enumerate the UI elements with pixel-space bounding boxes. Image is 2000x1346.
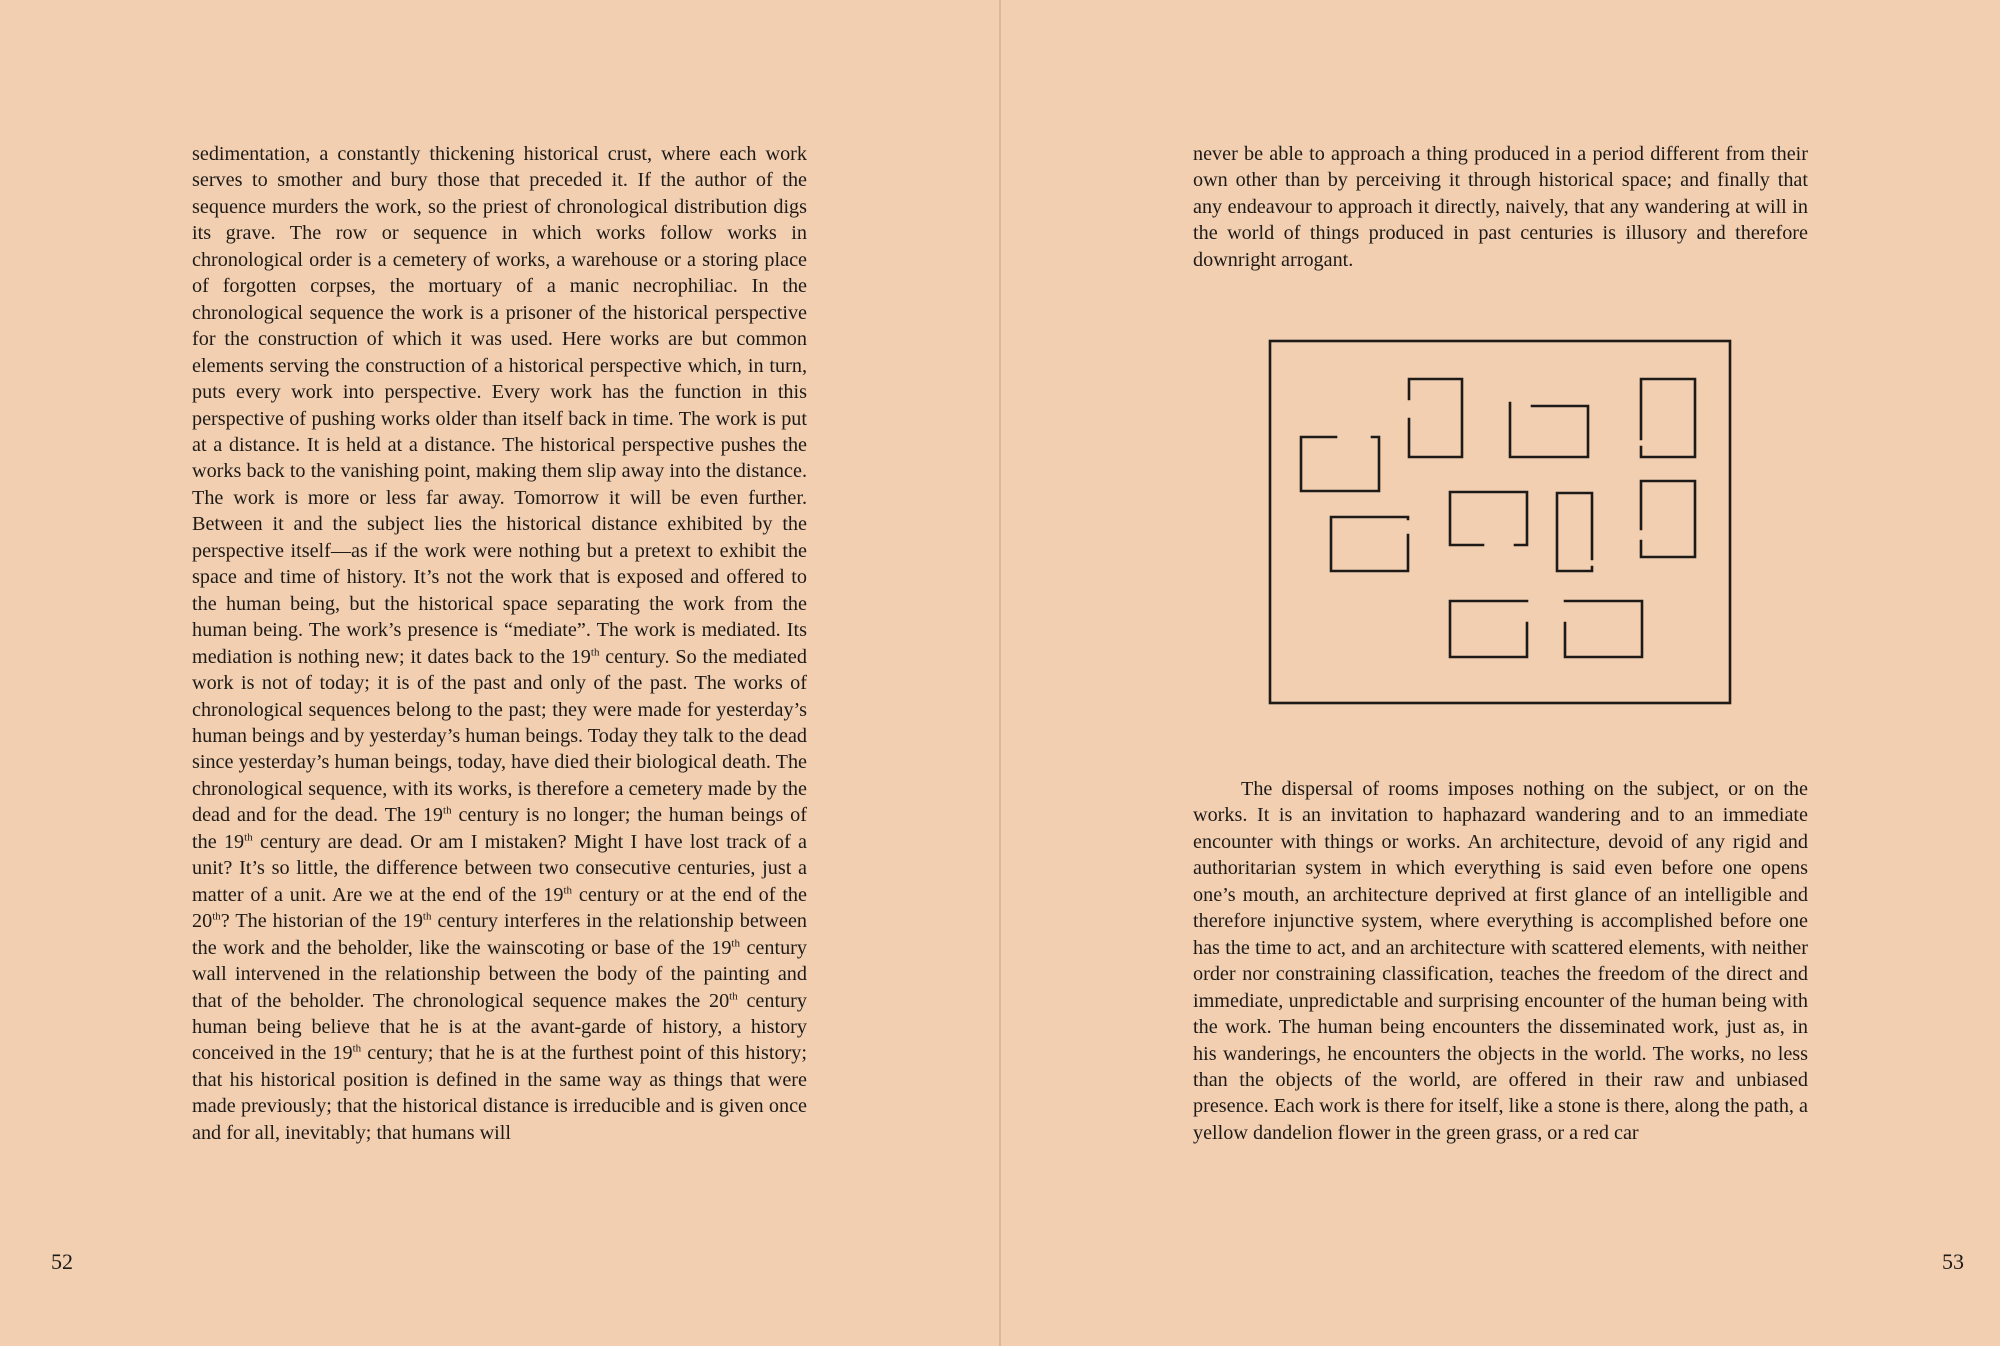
left-page-body	[192, 141, 807, 1146]
right-page-top-paragraph: never be able to approach a thing produced in a period different from their own other than by perceiving it through historical space; and finally that any endeavour to approach it directly, naively, that any wandering at will in the world of things produced in past centuries is illusory and therefore downright arrogant.	[1193, 143, 1808, 271]
page-number-left: 52	[51, 1249, 73, 1274]
plan-room	[1301, 437, 1379, 491]
plan-room	[1331, 517, 1408, 571]
plan-room	[1641, 379, 1695, 457]
plan-room	[1409, 379, 1462, 457]
left-page	[0, 0, 999, 1346]
plan-outer-wall	[1270, 341, 1730, 703]
right-page	[1001, 0, 2000, 1346]
plan-room	[1641, 481, 1695, 557]
plan-room	[1557, 493, 1592, 571]
plan-room	[1450, 492, 1527, 545]
plan-room	[1450, 601, 1527, 657]
plan-room	[1565, 601, 1642, 657]
dispersed-rooms-plan	[1268, 339, 1732, 705]
right-page-bottom-text	[1193, 776, 1808, 1146]
left-page-paragraph: sedimentation, a constantly thickening historical crust, where each work serves to smother and bury those that preceded it. If the author of the sequence murders the work, so the priest of chronological distribution digs its grave. The row or sequence in which works follow works in chronological order is a cemetery of works, a warehouse or a storing place of forgotten corpses, the mortuary of a manic necrophiliac. In the chronological sequence the work is a prisoner of the historical perspective for the construction of which it was used. Here works are but common elements serving the construction of a historical perspective which, in turn, puts every work into perspective. Every work has the function in this perspective of pushing works older than itself back in time. The work is put at a distance. It is held at a distance. The historical perspective pushes the works back to the vanishing point, making them slip away into the distance. The work is more or less far away. Tomorrow it will be even further. Between it and the subject lies the historical distance exhibited by the perspective itself—as if the work were nothing but a pretext to exhibit the space and time of history. It’s not the work that is exposed and offered to the human being, but the historical space separating the work from the human being. The work’s presence is “mediate”. The work is mediated. Its mediation is nothing new; it dates back to the 19th century. So the mediated work is not of today; it is of the past and only of the past. The works of chronological sequences belong to the past; they were made for yesterday’s human beings and by yesterday’s human beings. Today they talk to the dead since yesterday’s human beings, today, have died their biological death. The chronological sequence, with its works, is therefore a cemetery made by the dead and for the dead. The 19th century is no longer; the human beings of the 19th century are dead. Or am I mistaken? Might I have lost track of a unit? It’s so little, the difference between two consecutive centuries, just a matter of a unit. Are we at the end of the 19th century or at the end of the 20th? The historian of the 19th century interferes in the relationship between the work and the beholder, like the wainscoting or base of the 19th century wall intervened in the relationship between the body of the painting and that of the beholder. The chronological sequence makes the 20th century human being believe that he is at the avant-garde of history, a history conceived in the 19th century; that he is at the furthest point of this history; that his historical position is defined in the same way as things that were made previously; that the historical distance is irreducible and is given once and for all, inevitably; that humans will	[192, 143, 808, 1144]
right-page-bottom-paragraph: The dispersal of rooms imposes nothing on the subject, or on the works. It is an invitation to haphazard wandering and to an immediate encounter with things or works. An architecture, devoid of any rigid and authoritarian system in which everything is said even before one opens one’s mouth, an architecture deprived at first glance of an intelligible and therefore injunctive system, where everything is accomplished before one has the time to act, and an architecture with scattered elements, with neither order nor constraining classification, teaches the freedom of the direct and immediate, unpredictable and surprising encounter of the human being with the work. The human being encounters the disseminated work, just as, in his wanderings, he encounters the objects in the world. The works, no less than the objects of the world, are offered in their raw and unbiased presence. Each work is there for itself, like a stone is there, along the path, a yellow dandelion flower in the green grass, or a red car	[1193, 778, 1808, 1144]
plan-room	[1510, 403, 1588, 457]
right-page-top-text	[1193, 141, 1808, 273]
page-number-right: 53	[1942, 1249, 1964, 1274]
